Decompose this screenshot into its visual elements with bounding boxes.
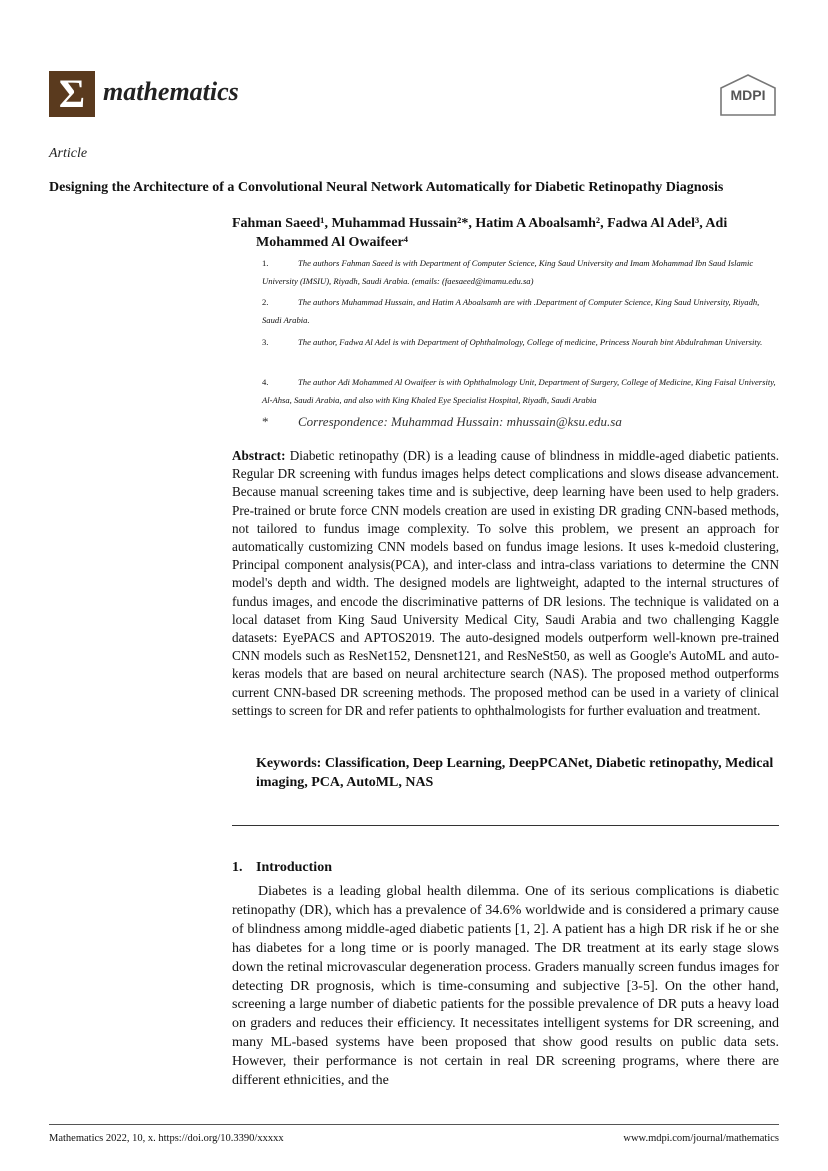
affiliation-number: 3.	[262, 337, 269, 347]
section-number: 1.	[232, 860, 243, 875]
affiliation-number: 1.	[262, 258, 269, 268]
affiliation-3	[262, 333, 778, 351]
section-divider	[232, 825, 779, 826]
correspondence-marker: *	[262, 414, 269, 429]
affiliation-1	[262, 254, 778, 290]
affiliation-2	[262, 293, 778, 329]
publisher-name: MDPI	[730, 87, 766, 103]
affiliation-text: The authors Muhammad Hussain, and Hatim A Aboalsamh are with .Department of Computer Science, King Saud University, Riyadh, Saudi Arabia.	[262, 297, 760, 325]
introduction-paragraph: Diabetes is a leading global health dilemma. One of its serious complications is diabetic retinopathy (DR), which has a prevalence of 34.6% worldwide and is considered a primary cause of blindness among middle-aged diabetic patients [1, 2]. A patient has a high DR risk if he or she has diabetes for a long time or is poorly managed. The DR treatment at its early stage slows down the retinal microvascular degeneration process. Graders manually screen fundus images for detecting DR prognosis, which is time-consuming and subjective [3-5]. On the other hand, screening a large number of diabetic patients for the possible prevalence of DR puts a heavy load on graders and reduces their efficiency. It necessitates intelligent systems for DR screening, and many ML-based systems have been proposed that show good results on public data sets. However, their performance is not certain in real DR screening programs, where there are different ethnicities, and the	[232, 884, 779, 1089]
abstract-text: Diabetic retinopathy (DR) is a leading cause of blindness in middle-aged diabetic patients. Regular DR screening with fundus images helps detect complications and slows disease advancement. Because manual screening takes time and is subjective, deep learning have been used to help graders. Pre-trained or brute force CNN models creation are used in existing DR grading CNN-based methods, not tailored to fundus image complexity. To solve this problem, we present an approach for automatically customizing CNN models based on fundus image lesions. It uses k-medoid clustering, Principal component analysis(PCA), and inter-class and intra-class variations to determine the CNN model's depth and width. The designed models are lightweight, adapted to the internal structures of fundus images, and encode the discriminative patterns of DR lesions. The technique is validated on a local dataset from King Saud University Medical City, Saudi Arabia and two challenging Kaggle datasets: EyePACS and APTOS2019. The auto-designed models outperform well-known pre-trained CNN models such as ResNet152, Densnet121, and ResNeSt50, as well as Google's AutoML and auto-keras models that are based on neural architecture search (NAS). The proposed method outperforms current CNN-based DR screening methods. The proposed method can be used in a variety of clinical settings to screen for DR and refer patients to ophthalmologists for further evaluation and treatment.	[232, 448, 780, 718]
affiliation-text: The authors Fahman Saeed is with Department of Computer Science, King Saud University and Imam Mohammad Ibn Saud Islamic University (IMSIU), Riyadh, Saudi Arabia. (emails: (faesaeed@imamu.edu.sa)	[262, 258, 754, 286]
section-title: Introduction	[256, 860, 332, 875]
footer-divider	[49, 1124, 779, 1125]
article-type: Article	[49, 146, 88, 161]
section-heading-introduction	[232, 860, 332, 876]
correspondence	[262, 414, 622, 430]
footer-journal-url: www.mdpi.com/journal/mathematics	[623, 1133, 779, 1144]
abstract	[232, 447, 779, 720]
paper-title: Designing the Architecture of a Convolutional Neural Network Automatically for Diabetic Retinopathy Diagnosis	[49, 180, 724, 195]
keywords: Keywords: Classification, Deep Learning, DeepPCANet, Diabetic retinopathy, Medical imaging, PCA, AutoML, NAS	[256, 756, 774, 790]
journal-name: mathematics	[103, 77, 239, 106]
mdpi-logo	[718, 74, 778, 116]
affiliation-4	[262, 373, 778, 409]
affiliation-number: 2.	[262, 297, 269, 307]
affiliation-number: 4.	[262, 377, 269, 387]
author-list: Fahman Saeed¹, Muhammad Hussain²*, Hatim A Aboalsamh², Fadwa Al Adel³, Adi Mohammed Al Owaifeer⁴	[232, 216, 728, 250]
footer-citation: Mathematics 2022, 10, x. https://doi.org/10.3390/xxxxx	[49, 1133, 284, 1144]
journal-logo	[49, 71, 95, 117]
abstract-label: Abstract:	[232, 448, 286, 463]
sigma-icon: Σ	[58, 71, 86, 116]
affiliation-text: The author Adi Mohammed Al Owaifeer is with Ophthalmology Unit, Department of Surgery, College of Medicine, King Faisal University, Al-Ahsa, Saudi Arabia, and also with King Khaled Eye Specialist Hospital, Riyadh, Saudi Arabia	[262, 377, 776, 405]
affiliation-text: The author, Fadwa Al Adel is with Department of Ophthalmology, College of medicine, Princess Nourah bint Abdulrahman University.	[298, 337, 763, 347]
correspondence-text: Correspondence: Muhammad Hussain: mhussain@ksu.edu.sa	[298, 414, 622, 429]
